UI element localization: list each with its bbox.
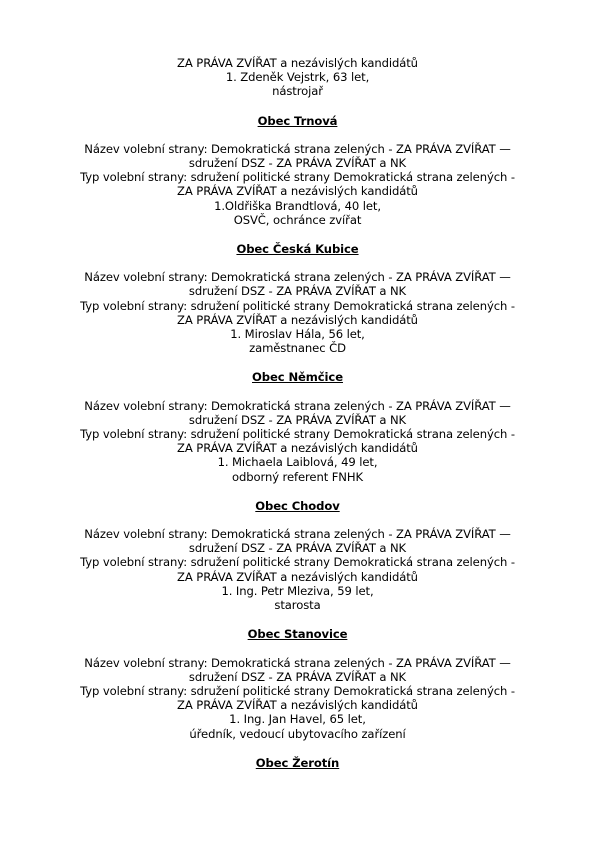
party-type-line: Typ volební strany: sdružení politické strany Demokratická strana zelených - <box>80 427 515 442</box>
candidate-line: 1. Ing. Petr Mleziva, 59 let, <box>221 583 374 598</box>
party-name-line: Název volební strany: Demokratická strana zelených - ZA PRÁVA ZVÍŘAT — <box>84 141 511 156</box>
section-ceska-kubice <box>0 242 595 355</box>
party-name-line-cont: sdružení DSZ - ZA PRÁVA ZVÍŘAT a NK <box>188 669 407 684</box>
document-page <box>0 56 595 784</box>
occupation-line: zaměstnanec ČD <box>249 341 346 356</box>
occupation-line: odborný referent FNHK <box>231 469 363 484</box>
party-type-line-cont: ZA PRÁVA ZVÍŘAT a nezávislých kandidátů <box>177 441 418 456</box>
party-name-line-cont: sdružení DSZ - ZA PRÁVA ZVÍŘAT a NK <box>188 284 407 299</box>
occupation-line: úředník, vedoucí ubytovacího zařízení <box>189 726 406 741</box>
intro-candidate-line: 1. Zdeněk Vejstrk, 63 let, <box>225 70 370 85</box>
section-nemcice <box>0 370 595 483</box>
party-name-line: Název volební strany: Demokratická strana zelených - ZA PRÁVA ZVÍŘAT — <box>84 527 511 542</box>
section-heading: Obec Česká Kubice <box>236 242 359 257</box>
candidate-line: 1. Ing. Jan Havel, 65 let, <box>229 712 366 727</box>
party-type-line-cont: ZA PRÁVA ZVÍŘAT a nezávislých kandidátů <box>177 569 418 584</box>
party-type-line-cont: ZA PRÁVA ZVÍŘAT a nezávislých kandidátů <box>177 184 418 199</box>
candidate-line: 1. Miroslav Hála, 56 let, <box>230 327 365 342</box>
intro-occupation-line: nástrojař <box>272 84 323 99</box>
occupation-line: OSVČ, ochránce zvířat <box>233 212 362 227</box>
section-heading: Obec Stanovice <box>247 627 348 642</box>
party-name-line: Název volební strany: Demokratická strana zelených - ZA PRÁVA ZVÍŘAT — <box>84 398 511 413</box>
candidate-line: 1. Michaela Laiblová, 49 let, <box>217 455 378 470</box>
section-heading: Obec Trnová <box>257 113 338 128</box>
party-name-line-cont: sdružení DSZ - ZA PRÁVA ZVÍŘAT a NK <box>188 156 407 171</box>
party-type-line-cont: ZA PRÁVA ZVÍŘAT a nezávislých kandidátů <box>177 698 418 713</box>
candidate-line: 1.Oldřiška Brandtlová, 40 let, <box>214 198 381 213</box>
party-type-line: Typ volební strany: sdružení politické strany Demokratická strana zelených - <box>80 170 515 185</box>
party-type-line: Typ volební strany: sdružení politické strany Demokratická strana zelených - <box>80 298 515 313</box>
section-zerotin <box>0 756 595 770</box>
party-name-line-cont: sdružení DSZ - ZA PRÁVA ZVÍŘAT a NK <box>188 541 407 556</box>
section-stanovice <box>0 627 595 740</box>
party-name-line: Název volební strany: Demokratická strana zelených - ZA PRÁVA ZVÍŘAT — <box>84 655 511 670</box>
party-name-line: Název volební strany: Demokratická strana zelených - ZA PRÁVA ZVÍŘAT — <box>84 270 511 285</box>
party-type-line: Typ volební strany: sdružení politické strany Demokratická strana zelených - <box>80 555 515 570</box>
section-heading: Obec Němčice <box>252 370 343 385</box>
party-type-line-cont: ZA PRÁVA ZVÍŘAT a nezávislých kandidátů <box>177 312 418 327</box>
intro-party-line: ZA PRÁVA ZVÍŘAT a nezávislých kandidátů <box>177 56 418 70</box>
intro-block <box>0 56 595 99</box>
occupation-line: starosta <box>274 598 321 613</box>
section-heading: Obec Chodov <box>255 498 340 513</box>
section-trnova <box>0 114 595 227</box>
section-chodov <box>0 499 595 612</box>
party-name-line-cont: sdružení DSZ - ZA PRÁVA ZVÍŘAT a NK <box>188 412 407 427</box>
party-type-line: Typ volební strany: sdružení politické strany Demokratická strana zelených - <box>80 683 515 698</box>
section-heading: Obec Žerotín <box>255 755 340 770</box>
